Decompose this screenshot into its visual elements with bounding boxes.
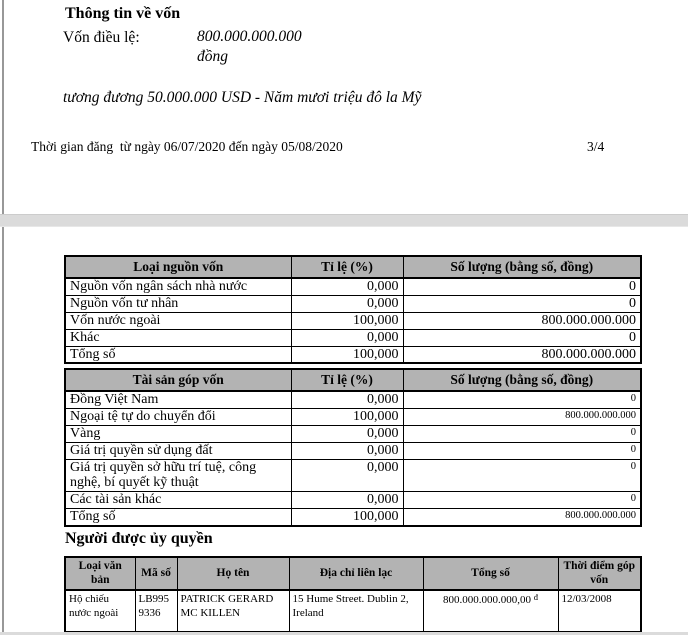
table-row xyxy=(65,425,641,442)
table-row xyxy=(65,295,641,312)
cell-percent: 0,000 xyxy=(291,442,403,459)
table-row xyxy=(65,391,641,408)
column-header-contact-address: Địa chỉ liên lạc xyxy=(289,557,423,590)
cell-percent: 0,000 xyxy=(291,459,403,491)
table-row xyxy=(65,329,641,346)
cell-percent: 100,000 xyxy=(291,408,403,425)
cell-contribution-date: 12/03/2008 xyxy=(558,590,641,632)
column-header-percent: Tỉ lệ (%) xyxy=(291,256,403,278)
cell-amount: 0 xyxy=(403,425,641,442)
posting-period-text: Thời gian đăng từ ngày 06/07/2020 đến ngày 05/08/2020 xyxy=(31,139,343,154)
column-header-total: Tổng số xyxy=(423,557,558,590)
section-title-capital-info: Thông tin về vốn xyxy=(65,5,181,22)
cell-asset-label: Giá trị quyền sở hữu trí tuệ, công nghệ, bí quyết kỹ thuật xyxy=(65,459,291,491)
cell-asset-label: Giá trị quyền sử dụng đất xyxy=(65,442,291,459)
dong-currency-symbol: đ xyxy=(533,591,538,602)
column-header-document-type: Loại văn bản xyxy=(65,557,135,590)
charter-capital-unit: đồng xyxy=(197,48,228,65)
cell-asset-label: Ngoại tệ tự do chuyển đổi xyxy=(65,408,291,425)
cell-contact-address: 15 Hume Street. Dublin 2, Ireland xyxy=(289,590,423,632)
table-row xyxy=(65,590,641,632)
column-header-asset-type: Tài sản góp vốn xyxy=(65,369,291,391)
column-header-contribution-date: Thời điểm góp vốn xyxy=(558,557,641,590)
cell-document-type: Hộ chiếu nước ngoài xyxy=(65,590,135,632)
cell-full-name: PATRICK GERARD MC KILLEN xyxy=(177,590,289,632)
cell-asset-label: Đồng Việt Nam xyxy=(65,391,291,408)
table-row xyxy=(65,459,641,491)
cell-amount: 800.000.000.000 xyxy=(403,509,641,526)
assets-header-row xyxy=(65,369,641,391)
page-number: 3/4 xyxy=(587,139,605,154)
page-2 xyxy=(2,227,688,632)
section-title-authorized-person: Người được ủy quyền xyxy=(65,530,213,547)
cell-amount: 0 xyxy=(403,278,641,295)
authorized-person-table xyxy=(64,556,642,633)
cell-percent: 100,000 xyxy=(291,346,403,363)
table-row-total xyxy=(65,509,641,526)
cell-amount: 800.000.000.000 xyxy=(403,346,641,363)
table-row xyxy=(65,408,641,425)
cell-percent: 0,000 xyxy=(291,425,403,442)
cell-percent: 0,000 xyxy=(291,295,403,312)
cell-amount: 0 xyxy=(403,442,641,459)
table-row xyxy=(65,492,641,509)
table-row-total xyxy=(65,346,641,363)
cell-amount: 0 xyxy=(403,459,641,491)
total-amount: 800.000.000.000,00 xyxy=(443,593,531,606)
cell-source-label: Khác xyxy=(65,329,291,346)
cell-amount: 0 xyxy=(403,492,641,509)
capital-source-table xyxy=(64,255,642,364)
authorized-person-header-row xyxy=(65,557,641,590)
cell-percent: 100,000 xyxy=(291,312,403,329)
cell-percent: 0,000 xyxy=(291,278,403,295)
cell-amount: 800.000.000.000 xyxy=(403,408,641,425)
table-row xyxy=(65,442,641,459)
column-header-percent: Tỉ lệ (%) xyxy=(291,369,403,391)
cell-amount: 0 xyxy=(403,295,641,312)
column-header-capital-source-type: Loại nguồn vốn xyxy=(65,256,291,278)
column-header-amount: Số lượng (bằng số, đồng) xyxy=(403,256,641,278)
page-1 xyxy=(2,0,688,214)
cell-percent: 0,000 xyxy=(291,492,403,509)
usd-equivalent-text: tương đương 50.000.000 USD - Năm mươi triệu đô la Mỹ xyxy=(63,89,422,106)
cell-asset-label: Tổng số xyxy=(65,509,291,526)
contributed-assets-table xyxy=(64,368,642,527)
page-separator-bar xyxy=(0,214,688,227)
cell-percent: 0,000 xyxy=(291,329,403,346)
cell-source-label: Nguồn vốn tư nhân xyxy=(65,295,291,312)
cell-amount: 0 xyxy=(403,329,641,346)
cell-percent: 100,000 xyxy=(291,509,403,526)
cell-source-label: Nguồn vốn ngân sách nhà nước xyxy=(65,278,291,295)
cell-percent: 0,000 xyxy=(291,391,403,408)
cell-total xyxy=(423,590,558,632)
capital-source-header-row xyxy=(65,256,641,278)
column-header-code: Mã số xyxy=(135,557,177,590)
column-header-full-name: Họ tên xyxy=(177,557,289,590)
table-row xyxy=(65,278,641,295)
cell-source-label: Vốn nước ngoài xyxy=(65,312,291,329)
cell-source-label: Tổng số xyxy=(65,346,291,363)
cell-code: LB995 9336 xyxy=(135,590,177,632)
cell-asset-label: Vàng xyxy=(65,425,291,442)
table-row xyxy=(65,312,641,329)
cell-amount: 0 xyxy=(403,391,641,408)
cell-amount: 800.000.000.000 xyxy=(403,312,641,329)
column-header-amount: Số lượng (bằng số, đồng) xyxy=(403,369,641,391)
charter-capital-value: 800.000.000.000 xyxy=(197,28,302,45)
cell-asset-label: Các tài sản khác xyxy=(65,492,291,509)
charter-capital-label: Vốn điều lệ: xyxy=(63,29,140,46)
